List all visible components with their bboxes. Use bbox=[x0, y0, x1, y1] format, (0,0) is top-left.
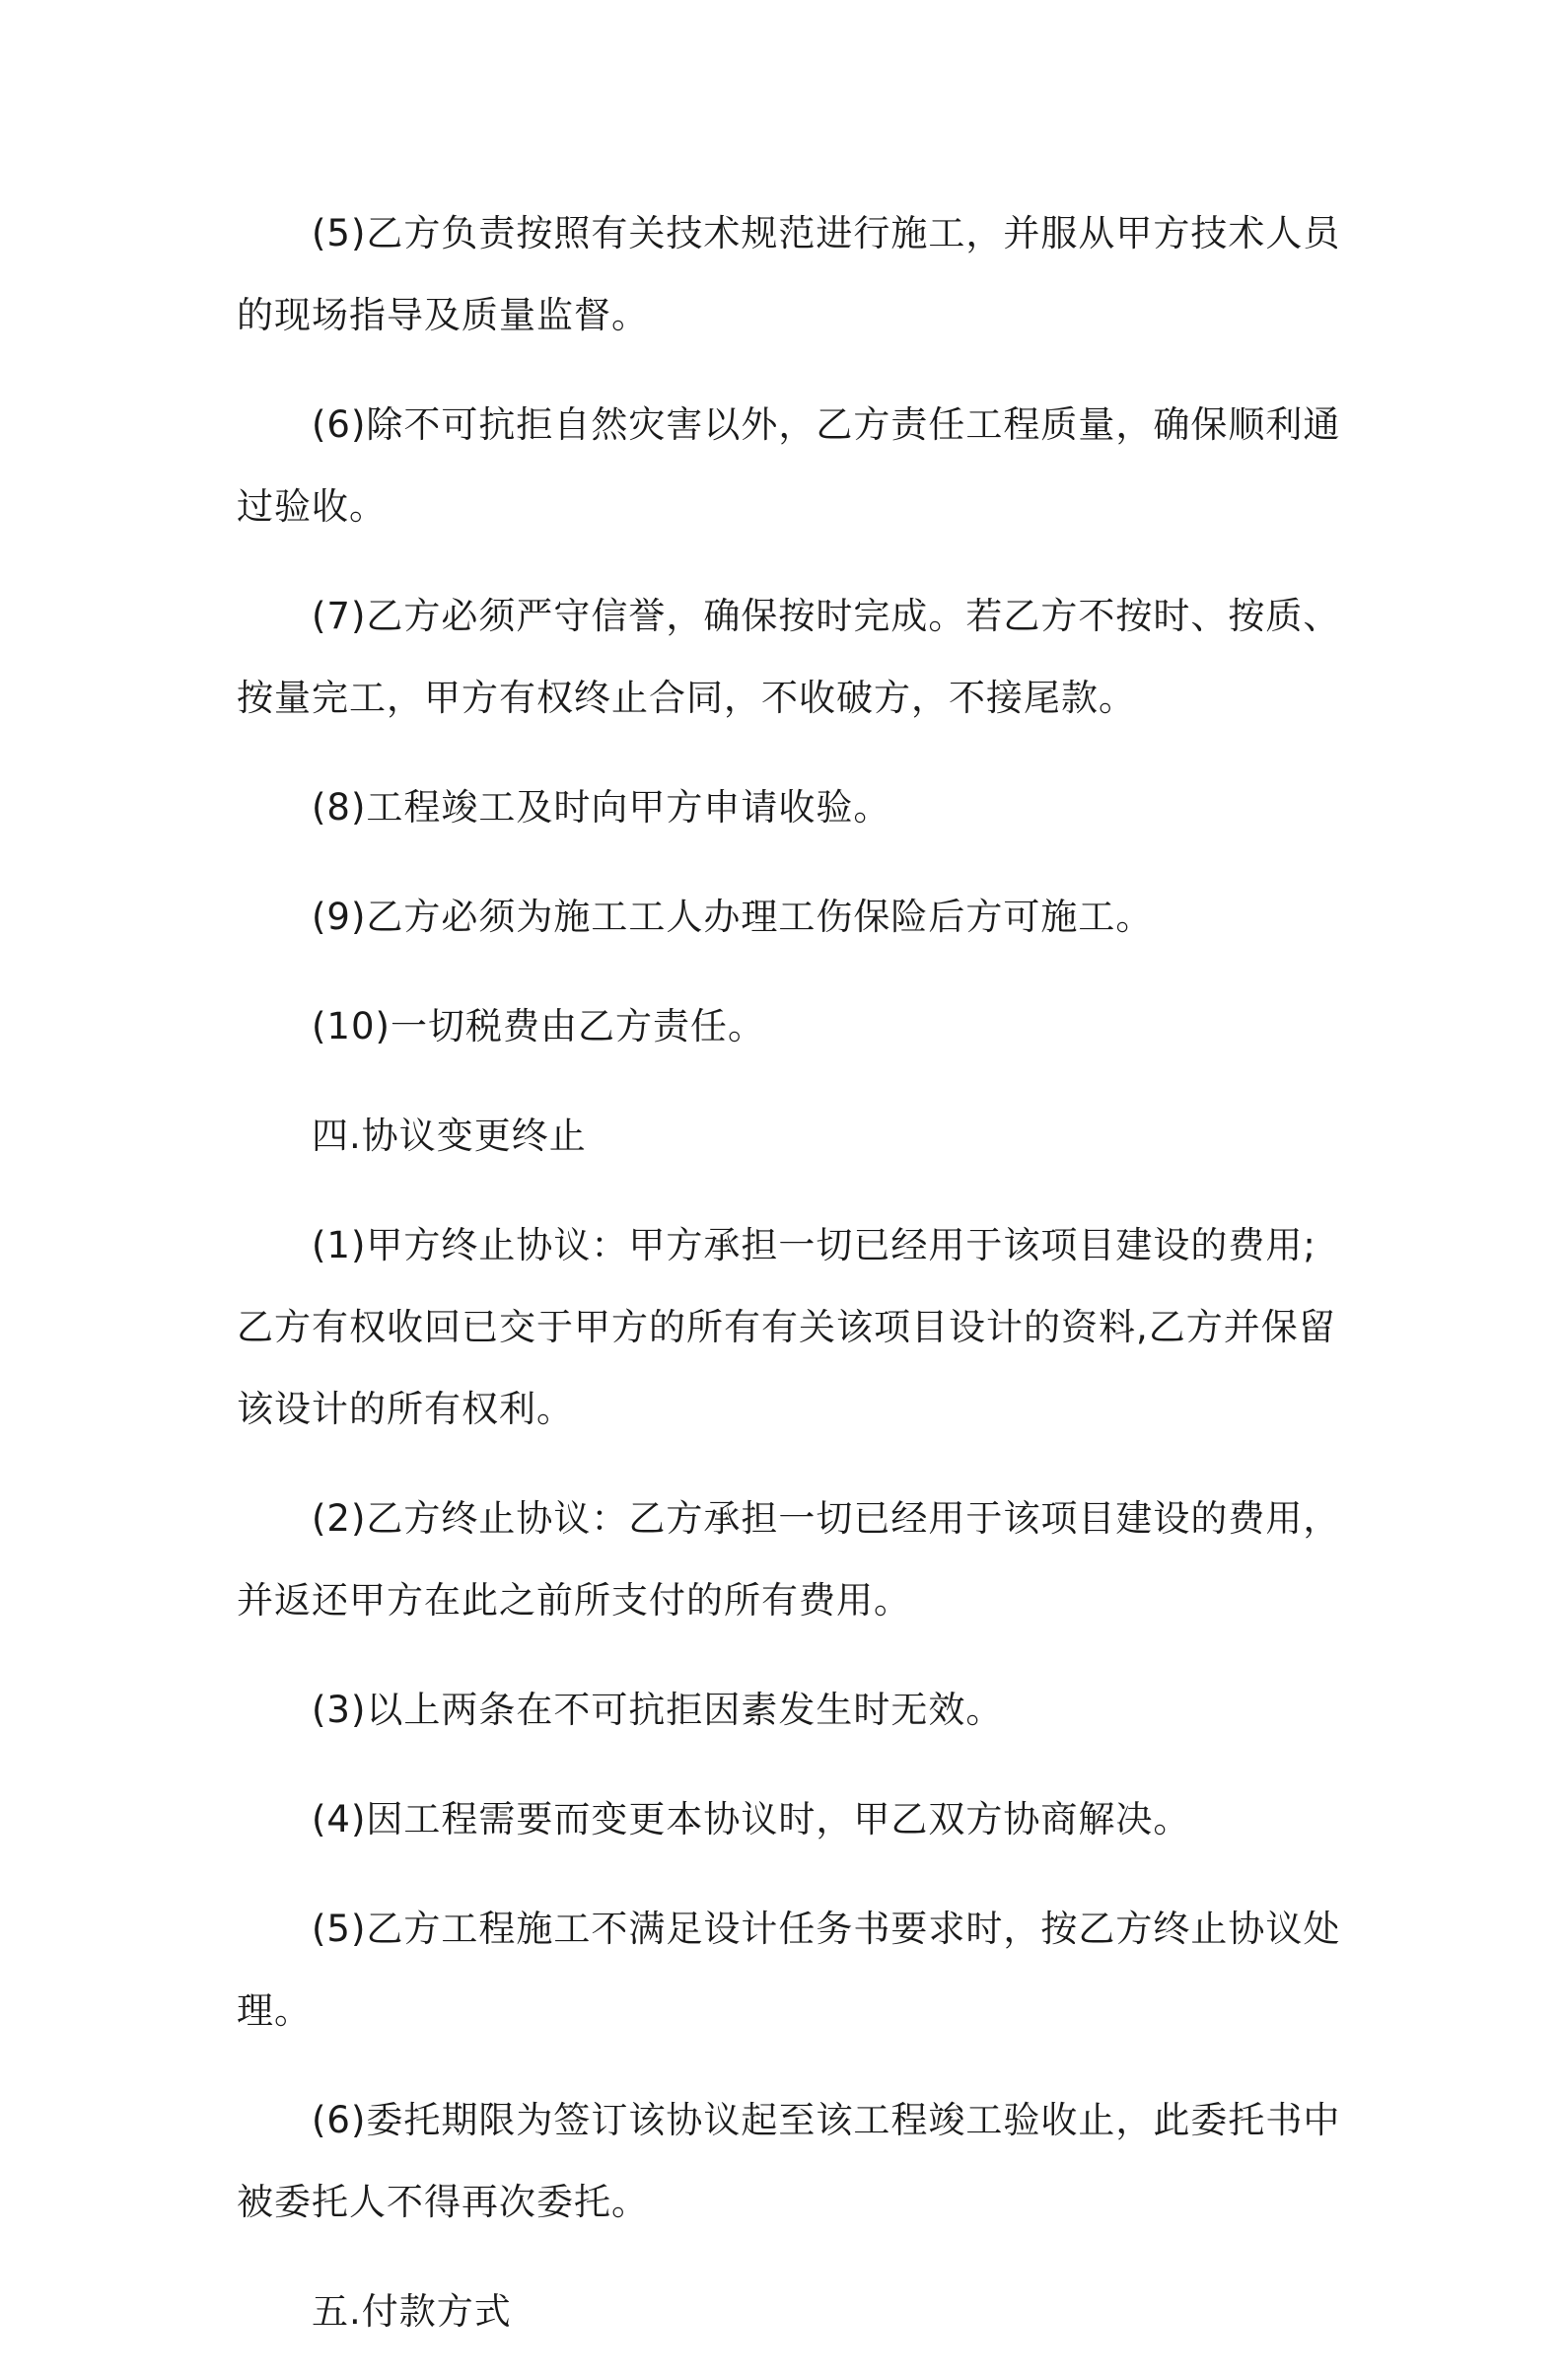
clause-4-3: (3)以上两条在不可抗拒因素发生时无效。 bbox=[312, 1689, 1004, 1731]
clause-4-2: (2)乙方终止协议：乙方承担一切已经用于该项目建设的费用，并返还甲方在此之前所支付的所有费用。 bbox=[237, 1497, 1341, 1622]
clause-3-6: (6)除不可抗拒自然灾害以外，乙方责任工程质量，确保顺利通过验收。 bbox=[237, 403, 1341, 528]
document-body bbox=[237, 192, 1341, 2380]
clause-3-10: (10)一切税费由乙方责任。 bbox=[312, 1005, 765, 1047]
section-heading-5: 五.付款方式 bbox=[312, 2290, 512, 2333]
section-heading-4: 四.协议变更终止 bbox=[312, 1115, 587, 1157]
clause-3-8: (8)工程竣工及时向甲方申请收验。 bbox=[312, 786, 891, 829]
clause-4-6: (6)委托期限为签订该协议起至该工程竣工验收止，此委托书中被委托人不得再次委托。 bbox=[237, 2099, 1341, 2223]
clause-3-9: (9)乙方必须为施工工人办理工伤保险后方可施工。 bbox=[312, 896, 1154, 938]
clause-3-7: (7)乙方必须严守信誉，确保按时完成。若乙方不按时、按质、按量完工，甲方有权终止合同，不收破方，不接尾款。 bbox=[237, 595, 1341, 719]
clause-4-5: (5)乙方工程施工不满足设计任务书要求时，按乙方终止协议处理。 bbox=[237, 1908, 1341, 2032]
clause-4-1: (1)甲方终止协议：甲方承担一切已经用于该项目建设的费用;乙方有权收回已交于甲方的所有有关该项目设计的资料,乙方并保留该设计的所有权利。 bbox=[237, 1224, 1336, 1430]
clause-4-4: (4)因工程需要而变更本协议时，甲乙双方协商解决。 bbox=[312, 1798, 1191, 1840]
clause-3-5: (5)乙方负责按照有关技术规范进行施工，并服从甲方技术人员的现场指导及质量监督。 bbox=[237, 212, 1341, 336]
